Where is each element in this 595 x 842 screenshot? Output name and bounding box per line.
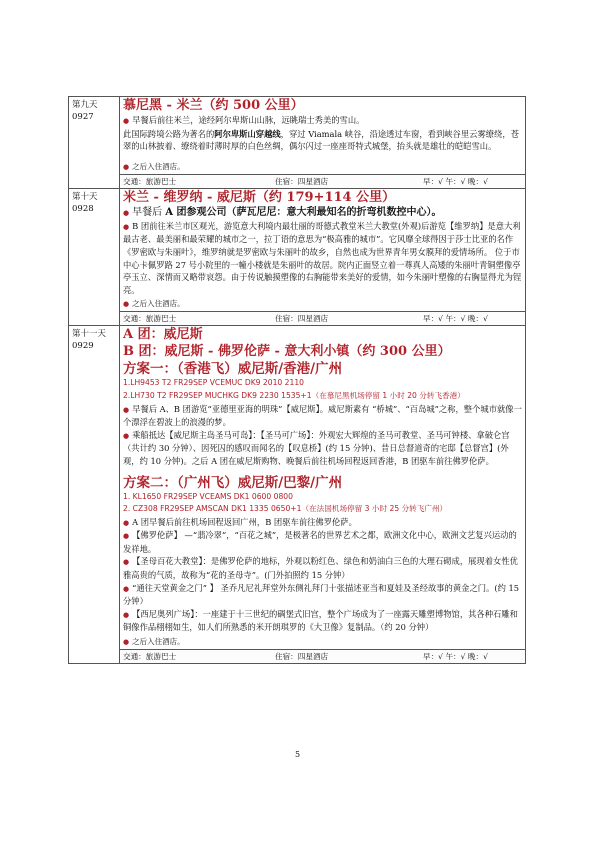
- paragraph: ● B 团前往米兰市区观光，游览意大利境内最壮丽的哥德式教堂米兰大教堂(外观)后游览【维罗纳】是意大利最古老、最美丽和最荣耀的城市之一，拉丁语的意思为“极高雅的城市”。它风靡全球得因于莎士比亚的名作《罗密欧与朱丽叶》，维罗纳就是罗密欧与朱丽叶的故乡，自然也成为世界青年男女膜拜的爱情场所。 位于市中心卡佩罗路 27 号小院里的一幢小楼就是朱丽叶的故居。院内正面竖立着一尊真人高矮的朱丽叶青铜塑像亭亭玉立、深情而又略带哀怨。由于传说触摸塑像的右胸能带来美好的爱情，如今朱丽叶塑像的右胸显得尤为锃亮。: [123, 220, 522, 295]
- transport-label: 交通：旅游巴士: [123, 176, 177, 186]
- day-row: [69, 188, 526, 326]
- day-label-cell: [69, 188, 120, 326]
- transport-label: 交通：旅游巴士: [123, 652, 177, 662]
- bullet-icon: ●: [123, 638, 130, 647]
- bullet-icon: ●: [123, 222, 130, 231]
- bullet-icon: ●: [123, 431, 130, 440]
- day-footer: [120, 311, 525, 325]
- transport-label: 交通：旅游巴士: [123, 314, 177, 324]
- plan1-heading: 方案一：（香港飞）威尼斯/香港/广州: [123, 361, 343, 378]
- page-number: 5: [294, 750, 301, 759]
- hotel-note: ● 之后入住酒店。: [123, 299, 185, 309]
- flight-line: 2. CZ308 FR29SEP AMSCAN DK1 1335 0650+1（在法国机场停留 3 小时 25 分转飞广州）: [123, 504, 448, 514]
- bullet-icon: ●: [123, 532, 130, 541]
- paragraph: ● A 团早餐后前往机场回程返回广州，B 团驱车前往佛罗伦萨。: [123, 516, 357, 527]
- paragraph: 此国际跨境公路为著名的阿尔卑斯山穿越线，穿过 Viamala 峡谷，沿途透过车窗，看到峡谷里云雾缭绕，苍翠的山林披着、缭绕着时薄时厚的白色丝绸，偶尔闪过一座座哥特式城堡，抬头就是雄壮的皑皑雪山。: [123, 128, 519, 152]
- paragraph: ● 【圣母百花大教堂】：是佛罗伦萨的地标，外观以粉红色、绿色和奶油白三色的大理石砌成，展现着女性优雅高贵的气质，故称为“花的圣母寺”。(门外拍照约 15 分钟）: [123, 556, 518, 581]
- bullet-icon: ●: [123, 518, 130, 527]
- day-date: 0927: [72, 112, 94, 122]
- bullet-icon: ●: [123, 610, 130, 619]
- day-label-cell: [69, 97, 120, 189]
- day-date: 0929: [72, 341, 94, 352]
- accommodation-label: 住宿：四星酒店: [275, 176, 329, 186]
- bullet-icon: ●: [123, 117, 130, 125]
- accommodation-label: 住宿：四星酒店: [275, 652, 329, 662]
- meals-label: 早：√ 午：√ 晚：√: [423, 652, 488, 662]
- bullet-icon: ●: [123, 558, 130, 567]
- day-footer: [120, 174, 525, 188]
- accommodation-label: 住宿：四星酒店: [275, 314, 329, 324]
- day-row: [69, 326, 526, 664]
- paragraph: ● 早餐后前往米兰，途经阿尔卑斯山山脉，远眺瑞士秀美的雪山。: [123, 115, 365, 125]
- paragraph: ● 【佛罗伦萨】 —“翡冷翠”，“百花之城”，是极著名的世界艺术之都，欧洲文化中心，欧洲文艺复兴运动的发祥地。: [123, 530, 517, 554]
- day-row: [69, 97, 526, 189]
- day-label: 第十天: [72, 191, 98, 202]
- meals-label: 早：√ 午：√ 晚：√: [423, 314, 488, 324]
- day-content: [120, 188, 526, 326]
- flight-line: 1.LH9453 T2 FR29SEP VCEMUC DK9 2010 2110: [123, 378, 304, 388]
- bullet-icon: ●: [123, 162, 130, 171]
- meals-label: 早：√ 午：√ 晚：√: [423, 176, 488, 186]
- day-title-a: A 团：威尼斯: [123, 327, 203, 343]
- day-date: 0928: [72, 203, 94, 214]
- bullet-icon: ●: [123, 584, 130, 593]
- plan2-heading: 方案二：（广州飞）威尼斯/巴黎/广州: [123, 474, 343, 491]
- flight-line: 2.LH730 T2 FR29SEP MUCHKG DK9 2230 1535+1（在慕尼黑机场停留 1 小时 20 分转飞香港）: [123, 390, 465, 400]
- day-label: 第十一天: [72, 329, 107, 340]
- paragraph: ● 早餐后 A 团参观公司（萨瓦尼尼：意大利最知名的折弯机数控中心）。: [123, 206, 442, 218]
- itinerary-table: [68, 96, 526, 664]
- day-label: 第九天: [72, 100, 98, 110]
- paragraph: ● 乘船抵达【威尼斯主岛圣马可岛】：【圣马可广场】：外观宏大辉煌的圣马可教堂、圣马可钟楼、拿破仑宫（共计约 30 分钟）、因死囚的感叹而闻名的【叹息桥】(约 15 分钟)、昔日总督道奇的宅邸【总督宫】(外观，约 10 分钟)。之后 A 团在威尼斯购物、晚餐后前往机场回程返回香港，B 团驱车前往佛罗伦萨。: [123, 429, 510, 466]
- day-content: [120, 97, 526, 189]
- day-content: [120, 326, 526, 664]
- flight-line: 1. KL1650 FR29SEP VCEAMS DK1 0600 0800: [123, 491, 293, 501]
- day-footer: [120, 649, 525, 663]
- bullet-icon: ●: [123, 300, 130, 309]
- bullet-icon: ●: [123, 208, 130, 217]
- day-title-b: B 团：威尼斯 - 佛罗伦萨 - 意大利小镇（约 300 公里）: [123, 344, 451, 360]
- day-title: 米兰 - 维罗纳 - 威尼斯（约 179+114 公里）: [123, 189, 396, 205]
- bullet-icon: ●: [123, 405, 130, 414]
- day-title: 慕尼黑 - 米兰（约 500 公里）: [123, 98, 304, 113]
- day-label-cell: [69, 326, 120, 664]
- hotel-note: ● 之后入住酒店。: [123, 637, 185, 647]
- hotel-note: ● 之后入住酒店。: [123, 161, 185, 171]
- paragraph: ● “通往天堂黄金之门” 】 圣乔凡尼礼拜堂外东侧礼拜门十张描述亚当和夏娃及圣经故事的黄金之门。(约 15 分钟）: [123, 582, 520, 607]
- paragraph: ● 早餐后 A、B 团游览“亚德里亚海的明珠”【威尼斯】。威尼斯素有 “桥城”、“百岛城”之称，整个城市就像一个漂浮在碧波上的浪漫的梦。: [123, 403, 522, 428]
- paragraph: ● 【西尼奥列广场】：一座建于十三世纪的碉堡式旧宫，整个广场成为了一座露天雕塑博物馆，其各种石雕和铜像作品栩栩如生，如人们所熟悉的米开朗琪罗的《大卫像》复制品。（约 20 分钟）: [123, 608, 518, 633]
